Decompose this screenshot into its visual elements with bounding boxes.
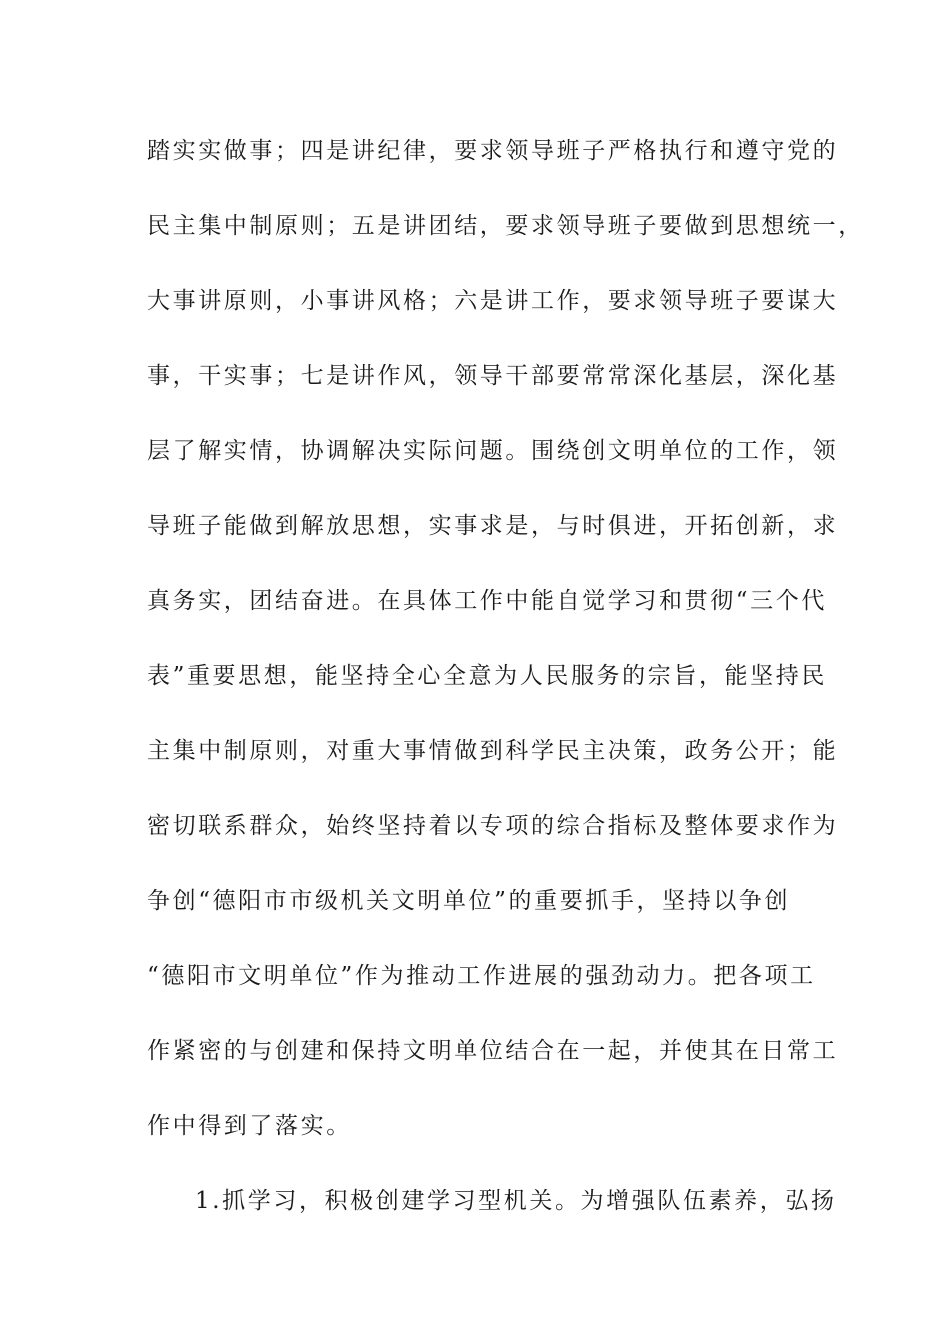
text-line-2: 民主集中制原则；五是讲团结，要求领导班子要做到思想统一， [147, 213, 864, 239]
text-line-13: 作紧密的与创建和保持文明单位结合在一起，并使其在日常工 [147, 1038, 839, 1064]
text-line-11: 争创“德阳市市级机关文明单位”的重要抓手，坚持以争创 [147, 888, 791, 914]
text-line-9: 主集中制原则，对重大事情做到科学民主决策，政务公开；能 [147, 738, 839, 764]
text-line-3: 大事讲原则，小事讲风格；六是讲工作，要求领导班子要谋大 [147, 288, 839, 314]
text-line-7: 真务实，团结奋进。在具体工作中能自觉学习和贯彻“三个代 [147, 588, 827, 614]
text-line-6: 导班子能做到解放思想，实事求是，与时俱进，开拓创新，求 [147, 513, 839, 539]
section-heading-1: 1.抓学习，积极创建学习型机关。为增强队伍素养，弘扬 [195, 1188, 837, 1214]
text-line-12: “德阳市文明单位”作为推动工作进展的强劲动力。把各项工 [147, 963, 816, 989]
text-line-5: 层了解实情，协调解决实际问题。围绕创文明单位的工作，领 [147, 438, 839, 464]
text-line-10: 密切联系群众，始终坚持着以专项的综合指标及整体要求作为 [147, 813, 839, 839]
text-line-14: 作中得到了落实。 [147, 1113, 352, 1139]
text-line-8: 表”重要思想，能坚持全心全意为人民服务的宗旨，能坚持民 [147, 663, 827, 689]
text-line-4: 事，干实事；七是讲作风，领导干部要常常深化基层，深化基 [147, 363, 839, 389]
text-line-1: 踏实实做事；四是讲纪律，要求领导班子严格执行和遵守党的 [147, 138, 839, 164]
